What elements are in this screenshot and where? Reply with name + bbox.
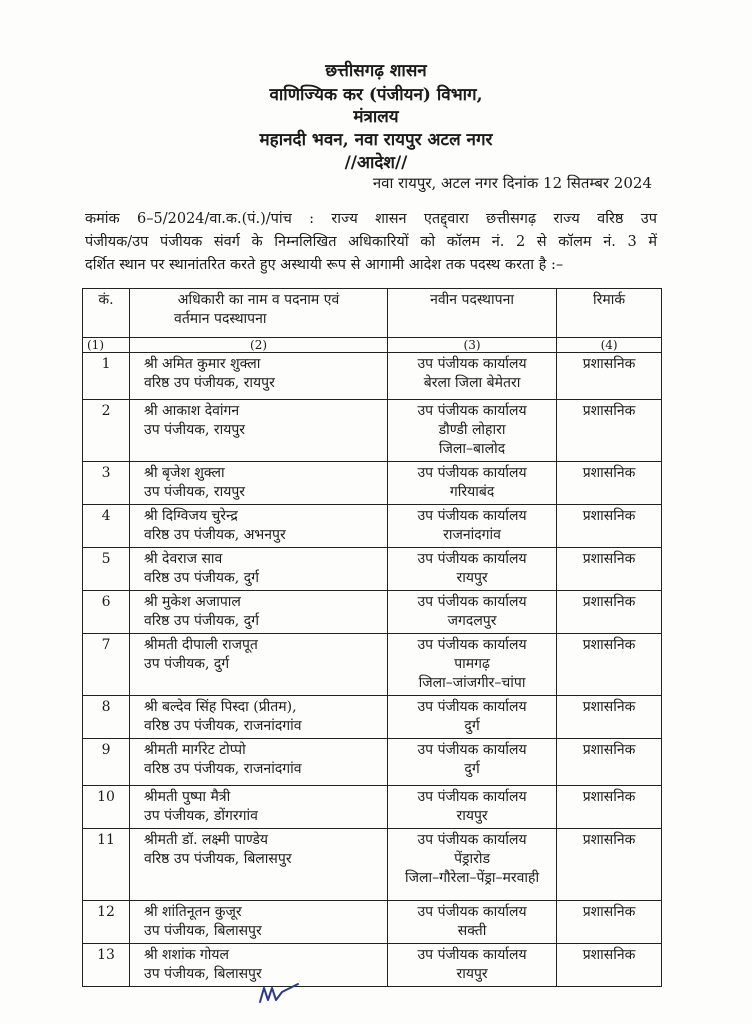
new-posting-cell (387, 739, 556, 786)
posting-line: उप पंजीयक कार्यालय (417, 594, 527, 610)
posting-line: उप पंजीयक कार्यालय (417, 551, 527, 567)
header-officer (130, 289, 388, 338)
officer-name: श्रीमती पुष्पा मैत्री (144, 789, 231, 805)
paragraph-line: कमांक 6–5/2024/वा.क.(पं.)/पांच : राज्य शासन एतद्द्वारा छत्तीसगढ़ राज्य वरिष्ठ उप (85, 211, 657, 227)
posting-line: रायपुर (456, 966, 488, 982)
posting-line: उप पंजीयक कार्यालय (417, 904, 527, 920)
serial-number: 13 (83, 944, 130, 987)
new-posting-cell (387, 944, 556, 987)
posting-line: उप पंजीयक कार्यालय (417, 465, 527, 481)
ministry-title: मंत्रालय (353, 107, 399, 127)
header-serial: कं. (83, 289, 130, 338)
remark-cell: प्रशासनिक (557, 696, 662, 739)
officer-name: श्रीमती डॉ. लक्ष्मी पाण्डेय (144, 832, 269, 848)
remark-cell: प्रशासनिक (557, 400, 662, 462)
officer-name: श्री बृजेश शुक्ला (144, 465, 225, 481)
posting-line: बेरला जिला बेमेतरा (423, 375, 521, 391)
serial-number: 12 (83, 901, 130, 944)
posting-line: जगदलपुर (447, 613, 497, 629)
serial-number: 8 (83, 696, 130, 739)
serial-number: 1 (83, 353, 130, 400)
new-posting-cell (387, 548, 556, 591)
officer-designation: उप पंजीयक, रायपुर (144, 422, 246, 438)
officer-name: श्रीमती मार्गरेट टोप्पो (144, 742, 246, 758)
posting-line: उप पंजीयक कार्यालय (417, 508, 527, 524)
officer-cell (130, 786, 388, 829)
serial-number: 3 (83, 462, 130, 505)
remark-cell: प्रशासनिक (557, 901, 662, 944)
officer-designation: वरिष्ठ उप पंजीयक, राजनांदगांव (144, 761, 302, 777)
officer-name: श्री शशांक गोयल (144, 947, 230, 963)
remark-cell: प्रशासनिक (557, 944, 662, 987)
header-officer-line1: अधिकारी का नाम व पदनाम एवं (177, 292, 340, 308)
officer-designation: वरिष्ठ उप पंजीयक, दुर्ग (144, 570, 260, 586)
col-number: (3) (387, 338, 556, 353)
new-posting-cell (387, 901, 556, 944)
table-number-row (83, 338, 662, 353)
remark-cell: प्रशासनिक (557, 634, 662, 696)
posting-line: पामगढ़ (454, 656, 490, 672)
date-line: नवा रायपुर, अटल नगर दिनांक 12 सितम्बर 2024 (372, 174, 652, 192)
header-remark: रिमार्क (557, 289, 662, 338)
paragraph-line: पंजीयक/उप पंजीयक संवर्ग के निम्नलिखित अधिकारियों को कॉलम नं. 2 से कॉलम नं. 3 में (85, 234, 657, 250)
table-row (83, 591, 662, 634)
new-posting-cell (387, 634, 556, 696)
col-number: (1) (83, 338, 130, 353)
posting-line: उप पंजीयक कार्यालय (417, 832, 527, 848)
table-row (83, 829, 662, 901)
posting-line: उप पंजीयक कार्यालय (417, 403, 527, 419)
table-row (83, 548, 662, 591)
officer-cell (130, 462, 388, 505)
col-number: (2) (130, 338, 388, 353)
posting-line: पेंड्रारोड (454, 851, 491, 867)
order-heading: //आदेश// (344, 153, 408, 173)
officer-name: श्रीमती दीपाली राजपूत (144, 637, 258, 653)
officer-designation: उप पंजीयक, बिलासपुर (144, 923, 262, 939)
table-row (83, 634, 662, 696)
officer-designation: उप पंजीयक, दुर्ग (144, 656, 230, 672)
posting-line: जिला–गौरेला–पेंड्रा–मरवाही (404, 870, 540, 886)
officer-name: श्री बल्देव सिंह पिस्दा (प्रीतम), (144, 699, 297, 715)
posting-line: रायपुर (456, 570, 488, 586)
posting-line: उप पंजीयक कार्यालय (417, 356, 527, 372)
posting-line: उप पंजीयक कार्यालय (417, 742, 527, 758)
new-posting-cell (387, 591, 556, 634)
new-posting-cell (387, 505, 556, 548)
remark-cell: प्रशासनिक (557, 591, 662, 634)
new-posting-cell (387, 696, 556, 739)
remark-cell: प्रशासनिक (557, 829, 662, 901)
serial-number: 2 (83, 400, 130, 462)
officer-designation: उप पंजीयक, डोंगरगांव (144, 808, 258, 824)
officer-name: श्री मुकेश अजापाल (144, 594, 241, 610)
remark-cell: प्रशासनिक (557, 739, 662, 786)
posting-line: सक्ती (457, 923, 487, 939)
remark-cell: प्रशासनिक (557, 353, 662, 400)
serial-number: 11 (83, 829, 130, 901)
table-row (83, 696, 662, 739)
posting-line: डौण्डी लोहारा (438, 422, 506, 438)
serial-number: 4 (83, 505, 130, 548)
officer-cell (130, 696, 388, 739)
transfer-table (82, 288, 662, 987)
address-line: महानदी भवन, नवा रायपुर अटल नगर (259, 130, 493, 150)
officer-cell (130, 944, 388, 987)
posting-line: उप पंजीयक कार्यालय (417, 699, 527, 715)
officer-name: श्री देवराज साव (144, 551, 223, 567)
remark-cell: प्रशासनिक (557, 548, 662, 591)
new-posting-cell (387, 462, 556, 505)
officer-name: श्री शांतिनूतन कुजूर (144, 904, 242, 920)
table-row (83, 901, 662, 944)
remark-cell: प्रशासनिक (557, 786, 662, 829)
officer-cell (130, 901, 388, 944)
posting-line: रायपुर (456, 808, 488, 824)
officer-designation: वरिष्ठ उप पंजीयक, अभनपुर (144, 527, 286, 543)
officer-cell (130, 591, 388, 634)
serial-number: 5 (83, 548, 130, 591)
officer-cell (130, 353, 388, 400)
header-new-posting: नवीन पदस्थापना (387, 289, 556, 338)
col-number: (4) (557, 338, 662, 353)
officer-designation: वरिष्ठ उप पंजीयक, राजनांदगांव (144, 718, 302, 734)
serial-number: 7 (83, 634, 130, 696)
table-row (83, 400, 662, 462)
posting-line: जिला–बालोद (438, 441, 506, 457)
remark-cell: प्रशासनिक (557, 505, 662, 548)
officer-designation: वरिष्ठ उप पंजीयक, दुर्ग (144, 613, 260, 629)
new-posting-cell (387, 786, 556, 829)
table-row (83, 462, 662, 505)
officer-name: श्री दिग्विजय चुरेन्द्र (144, 508, 238, 524)
govt-title: छत्तीसगढ़ शासन (325, 61, 427, 81)
table-row (83, 739, 662, 786)
posting-line: राजनांदगांव (443, 527, 501, 543)
header-officer-line2: वर्तमान पदस्थापना (174, 311, 267, 327)
officer-designation: वरिष्ठ उप पंजीयक, रायपुर (144, 375, 275, 391)
posting-line: दुर्ग (464, 761, 480, 777)
officer-name: श्री अमित कुमार शुक्ला (144, 356, 261, 372)
officer-designation: वरिष्ठ उप पंजीयक, बिलासपुर (144, 851, 292, 867)
order-paragraph (85, 208, 657, 277)
officer-cell (130, 505, 388, 548)
officer-name: श्री आकाश देवांगन (144, 403, 240, 419)
officer-cell (130, 739, 388, 786)
officer-designation: उप पंजीयक, रायपुर (144, 484, 246, 500)
posting-line: दुर्ग (464, 718, 480, 734)
serial-number: 6 (83, 591, 130, 634)
officer-cell (130, 548, 388, 591)
posting-line: उप पंजीयक कार्यालय (417, 789, 527, 805)
new-posting-cell (387, 829, 556, 901)
serial-number: 10 (83, 786, 130, 829)
new-posting-cell (387, 353, 556, 400)
officer-cell (130, 634, 388, 696)
officer-cell (130, 829, 388, 901)
paragraph-line: दर्शित स्थान पर स्थानांतरित करते हुए अस्थायी रूप से आगामी आदेश तक पदस्थ करता है :– (85, 257, 564, 273)
officer-designation: उप पंजीयक, बिलासपुर (144, 966, 262, 982)
table-header-row (83, 289, 662, 338)
new-posting-cell (387, 400, 556, 462)
table-row (83, 786, 662, 829)
serial-number: 9 (83, 739, 130, 786)
table-row (83, 505, 662, 548)
posting-line: उप पंजीयक कार्यालय (417, 637, 527, 653)
posting-line: उप पंजीयक कार्यालय (417, 947, 527, 963)
department-title: वाणिज्यिक कर (पंजीयन) विभाग, (269, 85, 483, 105)
table-row (83, 944, 662, 987)
posting-line: जिला–जांजगीर–चांपा (418, 675, 526, 691)
signature-mark (258, 982, 304, 1006)
table-row (83, 353, 662, 400)
posting-line: गरियाबंद (449, 484, 495, 500)
remark-cell: प्रशासनिक (557, 462, 662, 505)
officer-cell (130, 400, 388, 462)
